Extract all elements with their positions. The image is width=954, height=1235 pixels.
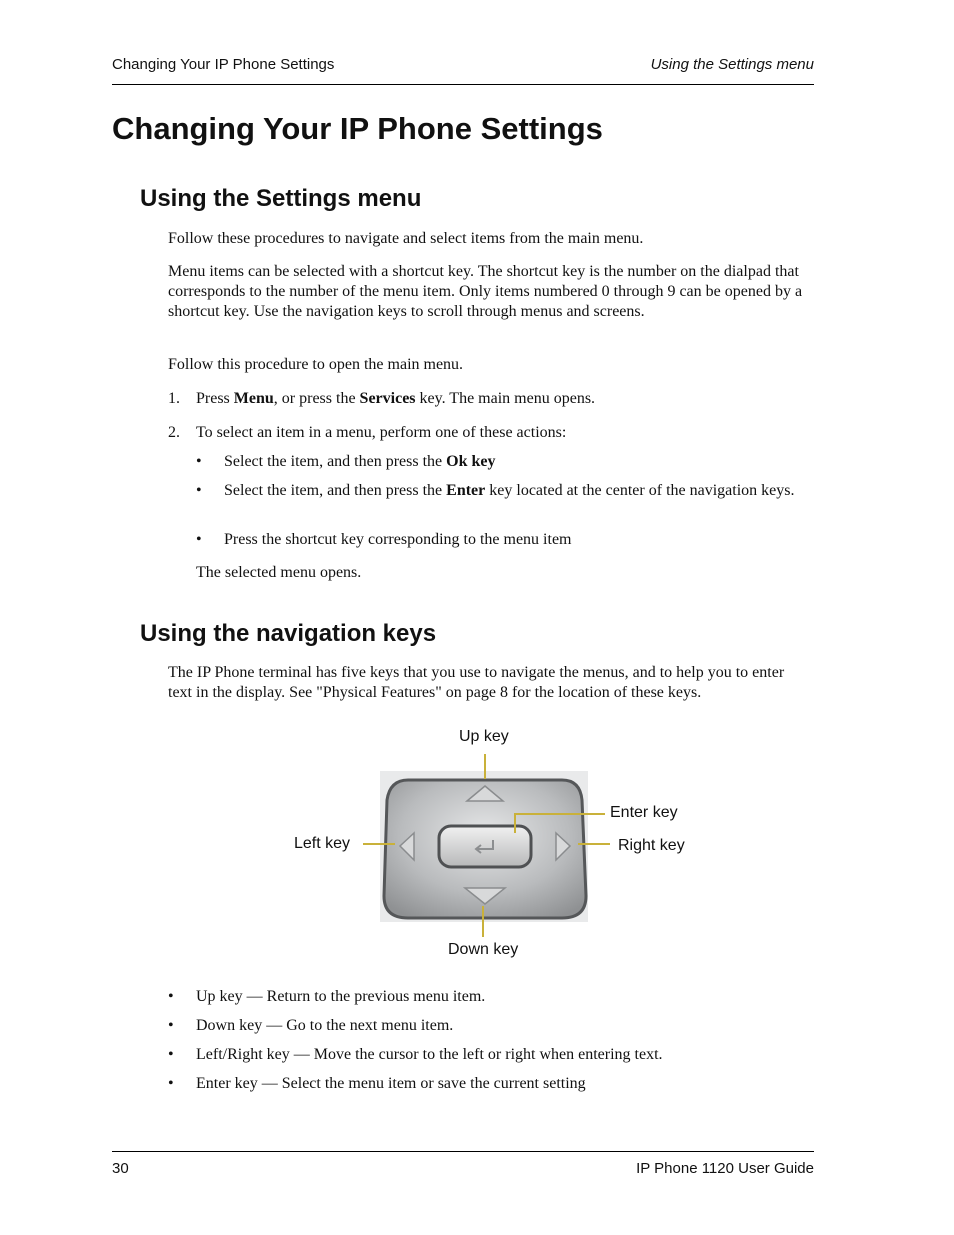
enter-return-icon bbox=[476, 840, 493, 853]
enter-key-term: Enter bbox=[446, 482, 486, 499]
ok-key-term: Ok key bbox=[446, 453, 496, 470]
page-number: 30 bbox=[112, 1160, 129, 1177]
step-number: 1. bbox=[168, 390, 180, 407]
running-header-chapter: Changing Your IP Phone Settings bbox=[112, 56, 335, 73]
enter-key-callout-line bbox=[515, 814, 605, 833]
procedure-intro-paragraph: Follow this procedure to open the main menu. bbox=[168, 356, 464, 373]
running-header-section: Using the Settings menu bbox=[650, 56, 814, 73]
down-key-label: Down key bbox=[448, 941, 519, 958]
right-key-label: Right key bbox=[618, 837, 685, 854]
enter-key-label: Enter key bbox=[610, 804, 678, 821]
right-arrow-icon bbox=[556, 833, 570, 860]
up-key-label: Up key bbox=[459, 728, 509, 745]
step-text: To select an item in a menu, perform one of these actions: bbox=[196, 424, 567, 441]
footer-rule bbox=[112, 1151, 814, 1152]
navigation-cluster-body bbox=[384, 780, 586, 918]
up-arrow-icon bbox=[467, 786, 503, 801]
navigation-intro-paragraph: The IP Phone terminal has five keys that you use to navigate the menus, and to help you to enter text in the display. See "Physical Features" on page 8 for the location of these keys. bbox=[168, 664, 785, 701]
step-number: 2. bbox=[168, 424, 180, 441]
page-title: Changing Your IP Phone Settings bbox=[112, 111, 603, 146]
result-text: The selected menu opens. bbox=[196, 564, 362, 581]
left-arrow-icon bbox=[400, 833, 414, 860]
left-key-label: Left key bbox=[294, 835, 351, 852]
menu-key-term: Menu bbox=[233, 390, 274, 407]
settings-intro-paragraph: Follow these procedures to navigate and select items from the main menu. bbox=[168, 230, 644, 247]
step-text: Press Menu, or press the Services key. The main menu opens. bbox=[196, 390, 596, 407]
header-rule bbox=[112, 84, 814, 85]
section-heading-settings-menu: Using the Settings menu bbox=[140, 185, 422, 212]
guide-title: IP Phone 1120 User Guide bbox=[636, 1160, 814, 1177]
shortcut-key-paragraph: Menu items can be selected with a shortcut key. The shortcut key is the number on the dialpad that corresponds to the number of the menu item. Only items numbered 0 through 9 can be opened by a shortcut key. Use the navigation keys to scroll through menus and screens. bbox=[168, 263, 803, 320]
enter-key-button bbox=[439, 826, 531, 867]
section-heading-navigation-keys: Using the navigation keys bbox=[140, 620, 437, 647]
figure-backdrop bbox=[380, 771, 588, 922]
down-arrow-icon bbox=[465, 888, 505, 904]
services-key-term: Services bbox=[359, 390, 416, 407]
